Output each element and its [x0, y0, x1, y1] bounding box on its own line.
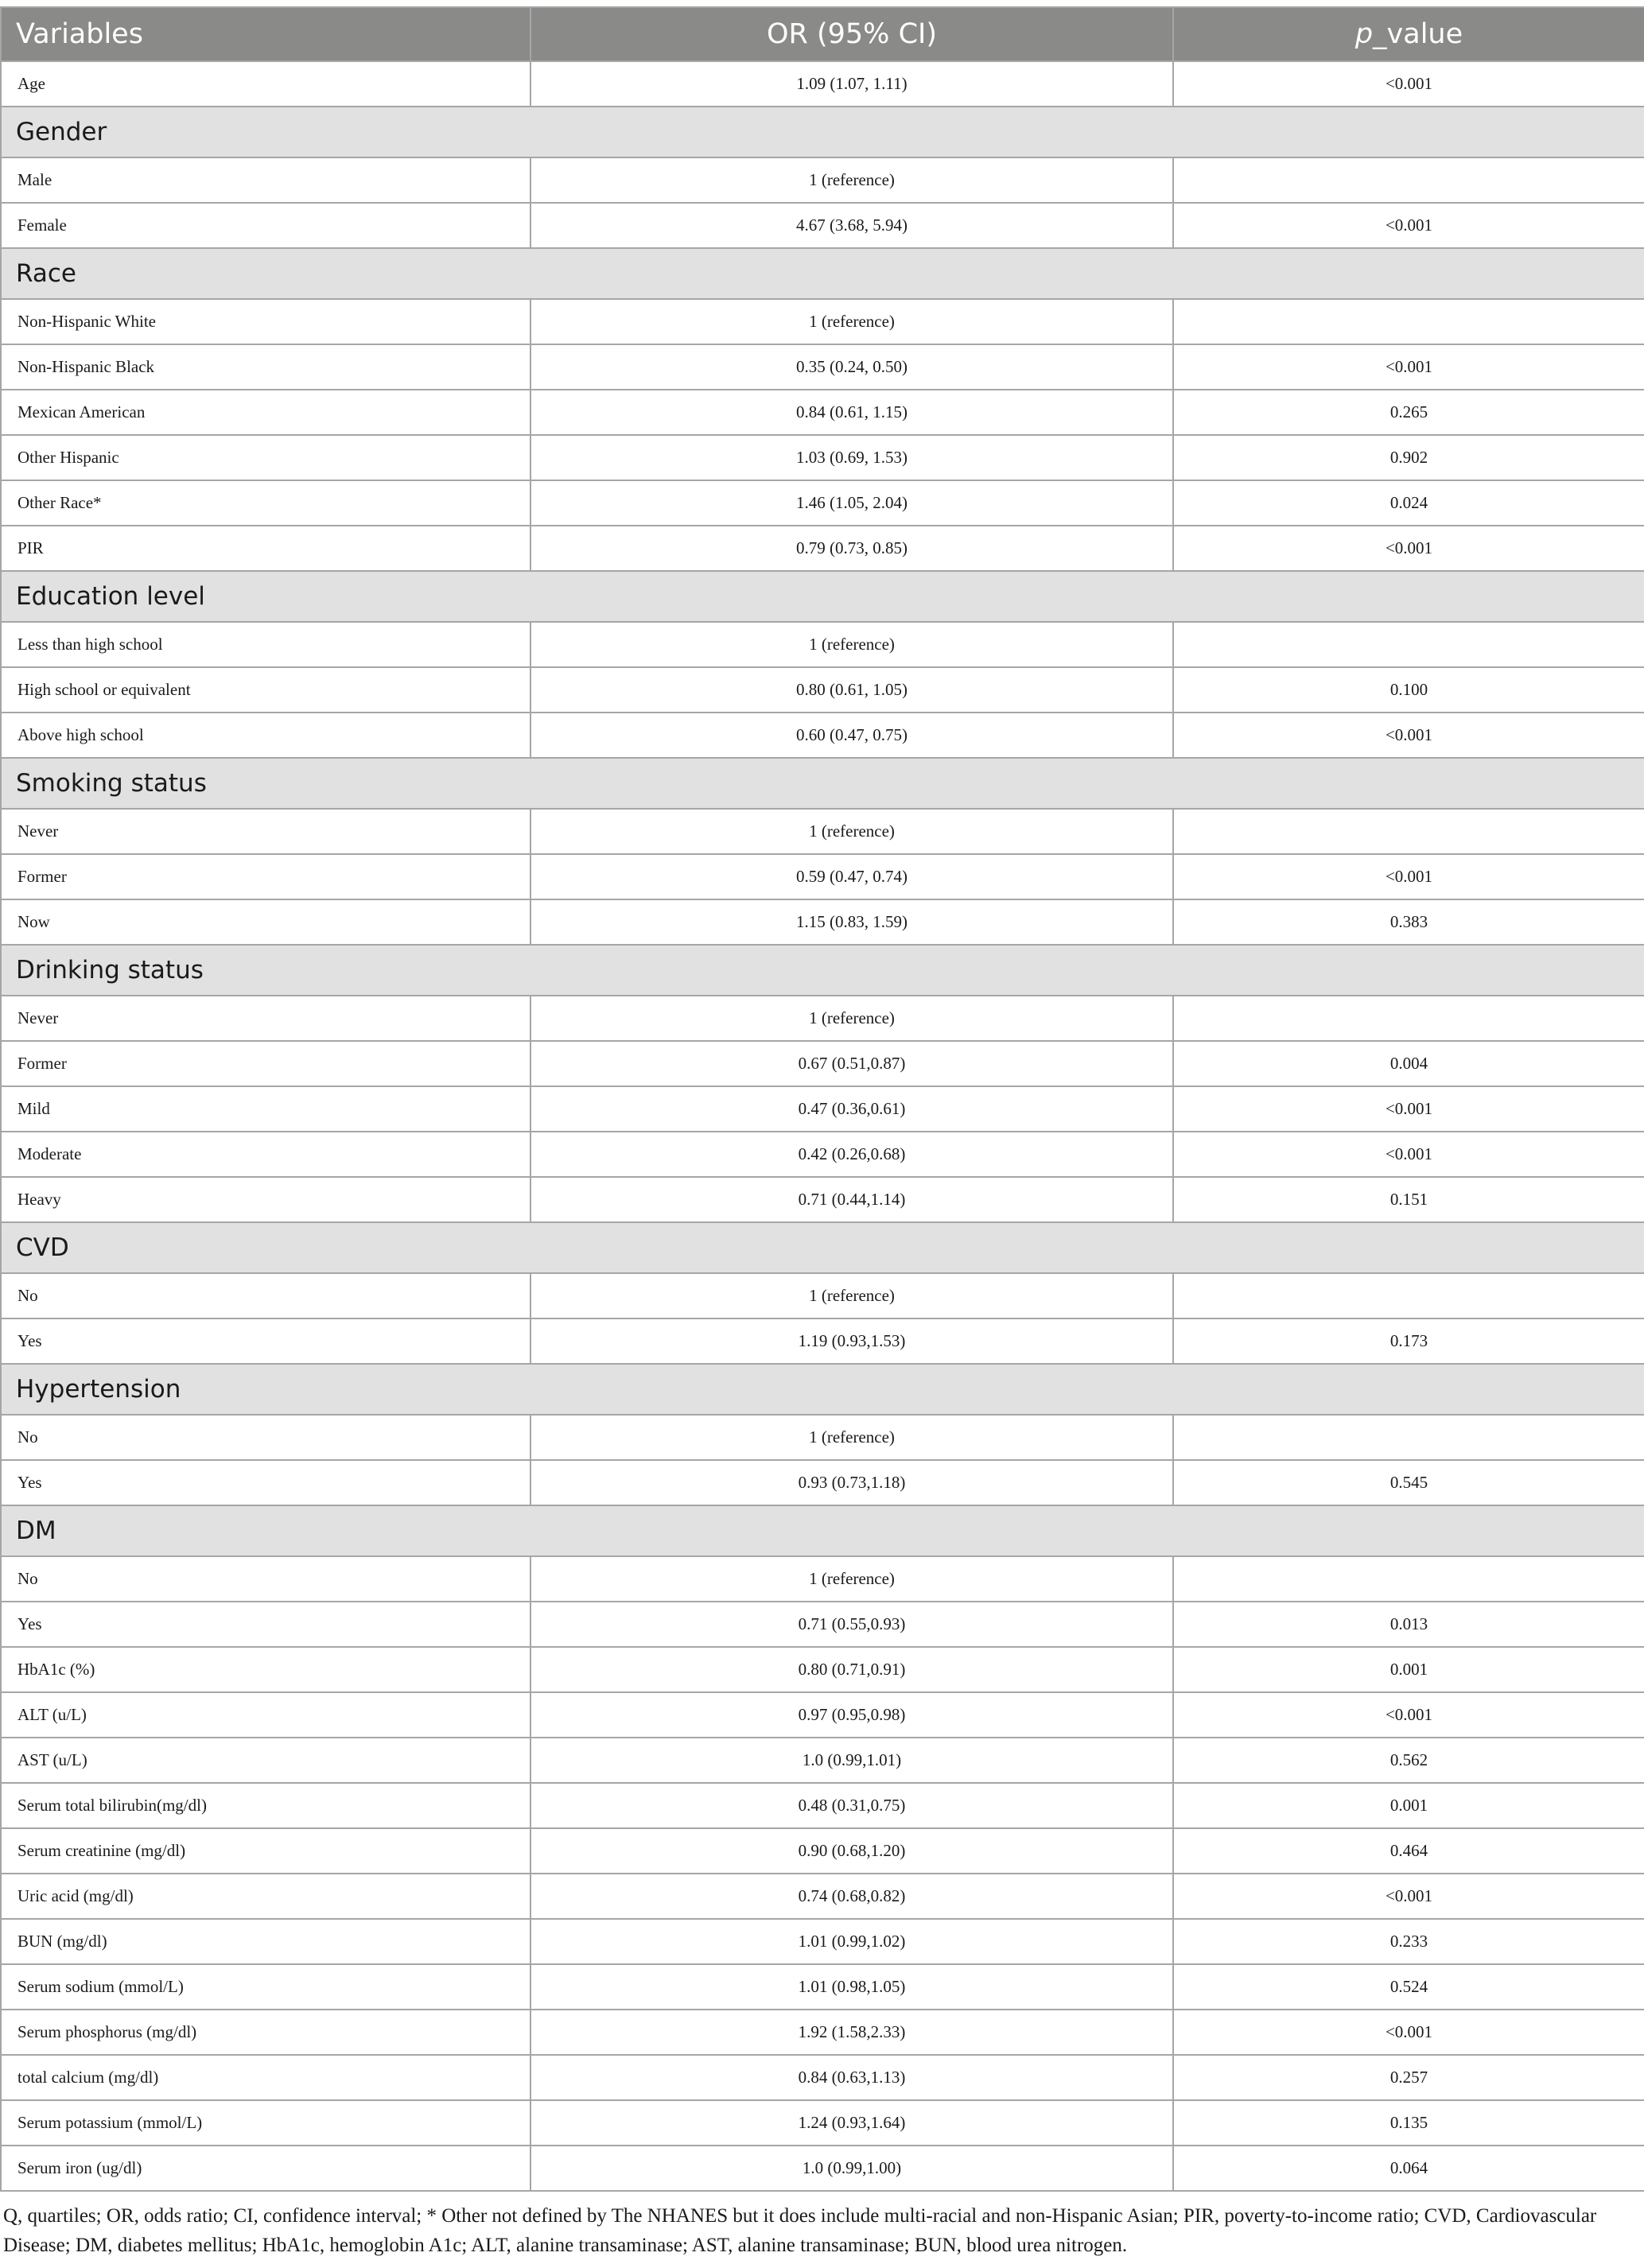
or-ci-cell: 0.93 (0.73,1.18) [531, 1460, 1173, 1505]
section-header-row [1, 1222, 1644, 1273]
p-value-cell: 0.064 [1173, 2146, 1644, 2191]
p-value-cell: <0.001 [1173, 1086, 1644, 1132]
or-ci-cell: 4.67 (3.68, 5.94) [531, 203, 1173, 248]
p-value-cell [1173, 622, 1644, 667]
variable-cell: No [1, 1556, 531, 1602]
p-value-cell: 0.135 [1173, 2100, 1644, 2146]
table-row [1, 713, 1644, 758]
table-row [1, 2100, 1644, 2146]
p-value-cell: <0.001 [1173, 1132, 1644, 1177]
p-value-cell: 0.173 [1173, 1318, 1644, 1364]
variable-cell: Never [1, 809, 531, 854]
or-ci-cell: 0.80 (0.61, 1.05) [531, 667, 1173, 713]
variable-cell: No [1, 1415, 531, 1460]
section-label: Smoking status [1, 758, 1644, 809]
or-ci-cell: 1 (reference) [531, 157, 1173, 203]
section-label: Race [1, 248, 1644, 299]
section-header-row [1, 1364, 1644, 1415]
or-ci-cell: 0.67 (0.51,0.87) [531, 1041, 1173, 1086]
or-ci-cell: 1.0 (0.99,1.00) [531, 2146, 1173, 2191]
or-ci-cell: 0.42 (0.26,0.68) [531, 1132, 1173, 1177]
p-value-cell: 0.562 [1173, 1738, 1644, 1783]
table-row [1, 1132, 1644, 1177]
variable-cell: Former [1, 1041, 531, 1086]
table-row [1, 1556, 1644, 1602]
variable-cell: PIR [1, 526, 531, 571]
section-label: CVD [1, 1222, 1644, 1273]
or-ci-cell: 0.97 (0.95,0.98) [531, 1692, 1173, 1738]
p-value-cell [1173, 1273, 1644, 1318]
p-value-cell: 0.024 [1173, 480, 1644, 526]
header-p-value [1173, 7, 1644, 61]
table-row [1, 1177, 1644, 1222]
table-row [1, 854, 1644, 899]
p-value-cell: 0.151 [1173, 1177, 1644, 1222]
p-value-cell: <0.001 [1173, 1692, 1644, 1738]
variable-cell: High school or equivalent [1, 667, 531, 713]
or-ci-cell: 0.35 (0.24, 0.50) [531, 344, 1173, 390]
table-row [1, 2010, 1644, 2055]
variable-cell: Non-Hispanic White [1, 299, 531, 344]
p-value-cell: <0.001 [1173, 344, 1644, 390]
section-label: Gender [1, 107, 1644, 157]
or-ci-cell: 1.01 (0.99,1.02) [531, 1919, 1173, 1964]
p-value-cell: <0.001 [1173, 854, 1644, 899]
variable-cell: Serum total bilirubin(mg/dl) [1, 1783, 531, 1828]
p-value-cell: <0.001 [1173, 2010, 1644, 2055]
section-header-row [1, 571, 1644, 622]
variable-cell: Non-Hispanic Black [1, 344, 531, 390]
section-header-row [1, 1505, 1644, 1556]
variable-cell: Serum sodium (mmol/L) [1, 1964, 531, 2010]
variable-cell: Uric acid (mg/dl) [1, 1874, 531, 1919]
p-value-cell [1173, 996, 1644, 1041]
section-header-row [1, 248, 1644, 299]
p-value-cell [1173, 1556, 1644, 1602]
or-ci-cell: 1.15 (0.83, 1.59) [531, 899, 1173, 945]
p-value-cell: 0.100 [1173, 667, 1644, 713]
table-row [1, 996, 1644, 1041]
p-value-cell: <0.001 [1173, 203, 1644, 248]
p-value-cell: <0.001 [1173, 1874, 1644, 1919]
variable-cell: Mild [1, 1086, 531, 1132]
or-ci-cell: 0.71 (0.44,1.14) [531, 1177, 1173, 1222]
p-value-cell: 0.524 [1173, 1964, 1644, 2010]
p-value-cell [1173, 299, 1644, 344]
or-ci-cell: 1 (reference) [531, 996, 1173, 1041]
p-value-cell: 0.013 [1173, 1602, 1644, 1647]
results-table-container [0, 6, 1644, 2260]
variable-cell: total calcium (mg/dl) [1, 2055, 531, 2100]
odds-ratio-table [0, 6, 1644, 2192]
table-row [1, 899, 1644, 945]
or-ci-cell: 0.84 (0.63,1.13) [531, 2055, 1173, 2100]
section-header-row [1, 758, 1644, 809]
p-value-cell: 0.001 [1173, 1783, 1644, 1828]
table-footnote: Q, quartiles; OR, odds ratio; CI, confidence interval; * Other not defined by The NHANES but it does include multi-racial and non-Hispanic Asian; PIR, poverty-to-income ratio; CVD, Cardiovascular Disease; DM, diabetes mellitus; HbA1c, hemoglobin A1c; ALT, alanine transaminase; AST, alanine transaminase; BUN, blood urea nitrogen. [3, 2205, 1597, 2256]
or-ci-cell: 1 (reference) [531, 299, 1173, 344]
variable-cell: No [1, 1273, 531, 1318]
section-label: DM [1, 1505, 1644, 1556]
table-row [1, 480, 1644, 526]
table-row [1, 667, 1644, 713]
section-label: Drinking status [1, 945, 1644, 996]
section-label: Education level [1, 571, 1644, 622]
or-ci-cell: 0.80 (0.71,0.91) [531, 1647, 1173, 1692]
or-ci-cell: 1 (reference) [531, 622, 1173, 667]
table-row [1, 1828, 1644, 1874]
or-ci-cell: 1 (reference) [531, 809, 1173, 854]
table-row [1, 390, 1644, 435]
variable-cell: Serum creatinine (mg/dl) [1, 1828, 531, 1874]
section-header-row [1, 945, 1644, 996]
table-body [1, 61, 1644, 2191]
table-row [1, 435, 1644, 480]
or-ci-cell: 1.09 (1.07, 1.11) [531, 61, 1173, 107]
p-value-cell: <0.001 [1173, 61, 1644, 107]
section-header-row [1, 107, 1644, 157]
or-ci-cell: 1.03 (0.69, 1.53) [531, 435, 1173, 480]
table-row [1, 1783, 1644, 1828]
variable-cell: Yes [1, 1460, 531, 1505]
table-row [1, 809, 1644, 854]
table-row [1, 526, 1644, 571]
p-value-cell: 0.257 [1173, 2055, 1644, 2100]
variable-cell: Age [1, 61, 531, 107]
or-ci-cell: 1.46 (1.05, 2.04) [531, 480, 1173, 526]
p-value-cell: 0.001 [1173, 1647, 1644, 1692]
variable-cell: Serum phosphorus (mg/dl) [1, 2010, 531, 2055]
variable-cell: Yes [1, 1602, 531, 1647]
or-ci-cell: 1.92 (1.58,2.33) [531, 2010, 1173, 2055]
p-value-cell: <0.001 [1173, 526, 1644, 571]
variable-cell: AST (u/L) [1, 1738, 531, 1783]
p-value-cell: 0.464 [1173, 1828, 1644, 1874]
p-value-cell: 0.545 [1173, 1460, 1644, 1505]
variable-cell: Former [1, 854, 531, 899]
or-ci-cell: 0.59 (0.47, 0.74) [531, 854, 1173, 899]
or-ci-cell: 0.60 (0.47, 0.75) [531, 713, 1173, 758]
variable-cell: HbA1c (%) [1, 1647, 531, 1692]
variable-cell: Now [1, 899, 531, 945]
variable-cell: Never [1, 996, 531, 1041]
variable-cell: Less than high school [1, 622, 531, 667]
p-value-cell: <0.001 [1173, 713, 1644, 758]
table-row [1, 1964, 1644, 2010]
or-ci-cell: 0.84 (0.61, 1.15) [531, 390, 1173, 435]
table-row [1, 1086, 1644, 1132]
or-ci-cell: 0.90 (0.68,1.20) [531, 1828, 1173, 1874]
table-row [1, 203, 1644, 248]
table-row [1, 2055, 1644, 2100]
variable-cell: Female [1, 203, 531, 248]
table-row [1, 1318, 1644, 1364]
section-label: Hypertension [1, 1364, 1644, 1415]
variable-cell: Heavy [1, 1177, 531, 1222]
variable-cell: Above high school [1, 713, 531, 758]
variable-cell: Yes [1, 1318, 531, 1364]
or-ci-cell: 1.19 (0.93,1.53) [531, 1318, 1173, 1364]
p-value-cell: 0.004 [1173, 1041, 1644, 1086]
p-value-cell: 0.902 [1173, 435, 1644, 480]
p-value-cell: 0.383 [1173, 899, 1644, 945]
variable-cell: ALT (u/L) [1, 1692, 531, 1738]
table-row [1, 1692, 1644, 1738]
or-ci-cell: 0.47 (0.36,0.61) [531, 1086, 1173, 1132]
table-row [1, 1041, 1644, 1086]
header-or-ci: OR (95% CI) [531, 7, 1173, 61]
variable-cell: Mexican American [1, 390, 531, 435]
variable-cell: Other Race* [1, 480, 531, 526]
table-row [1, 622, 1644, 667]
p-value-cell: 0.265 [1173, 390, 1644, 435]
or-ci-cell: 0.48 (0.31,0.75) [531, 1783, 1173, 1828]
p-value-cell: 0.233 [1173, 1919, 1644, 1964]
header-p-rest: _value [1373, 18, 1463, 50]
table-row [1, 157, 1644, 203]
or-ci-cell: 1.01 (0.98,1.05) [531, 1964, 1173, 2010]
variable-cell: Moderate [1, 1132, 531, 1177]
header-variables: Variables [1, 7, 531, 61]
p-value-cell [1173, 157, 1644, 203]
table-row [1, 1738, 1644, 1783]
or-ci-cell: 0.74 (0.68,0.82) [531, 1874, 1173, 1919]
table-row [1, 1647, 1644, 1692]
variable-cell: Serum potassium (mmol/L) [1, 2100, 531, 2146]
header-p-italic: p [1354, 18, 1374, 50]
table-row [1, 1919, 1644, 1964]
table-row [1, 1602, 1644, 1647]
variable-cell: BUN (mg/dl) [1, 1919, 531, 1964]
variable-cell: Male [1, 157, 531, 203]
or-ci-cell: 1.24 (0.93,1.64) [531, 2100, 1173, 2146]
table-row [1, 1273, 1644, 1318]
table-row [1, 2146, 1644, 2191]
table-row [1, 1874, 1644, 1919]
table-row [1, 1460, 1644, 1505]
table-row [1, 61, 1644, 107]
or-ci-cell: 1.0 (0.99,1.01) [531, 1738, 1173, 1783]
header-row [1, 7, 1644, 61]
or-ci-cell: 0.79 (0.73, 0.85) [531, 526, 1173, 571]
or-ci-cell: 1 (reference) [531, 1415, 1173, 1460]
p-value-cell [1173, 809, 1644, 854]
or-ci-cell: 1 (reference) [531, 1273, 1173, 1318]
variable-cell: Other Hispanic [1, 435, 531, 480]
p-value-cell [1173, 1415, 1644, 1460]
variable-cell: Serum iron (ug/dl) [1, 2146, 531, 2191]
table-row [1, 299, 1644, 344]
table-header [1, 7, 1644, 61]
table-row [1, 344, 1644, 390]
table-row [1, 1415, 1644, 1460]
or-ci-cell: 1 (reference) [531, 1556, 1173, 1602]
or-ci-cell: 0.71 (0.55,0.93) [531, 1602, 1173, 1647]
